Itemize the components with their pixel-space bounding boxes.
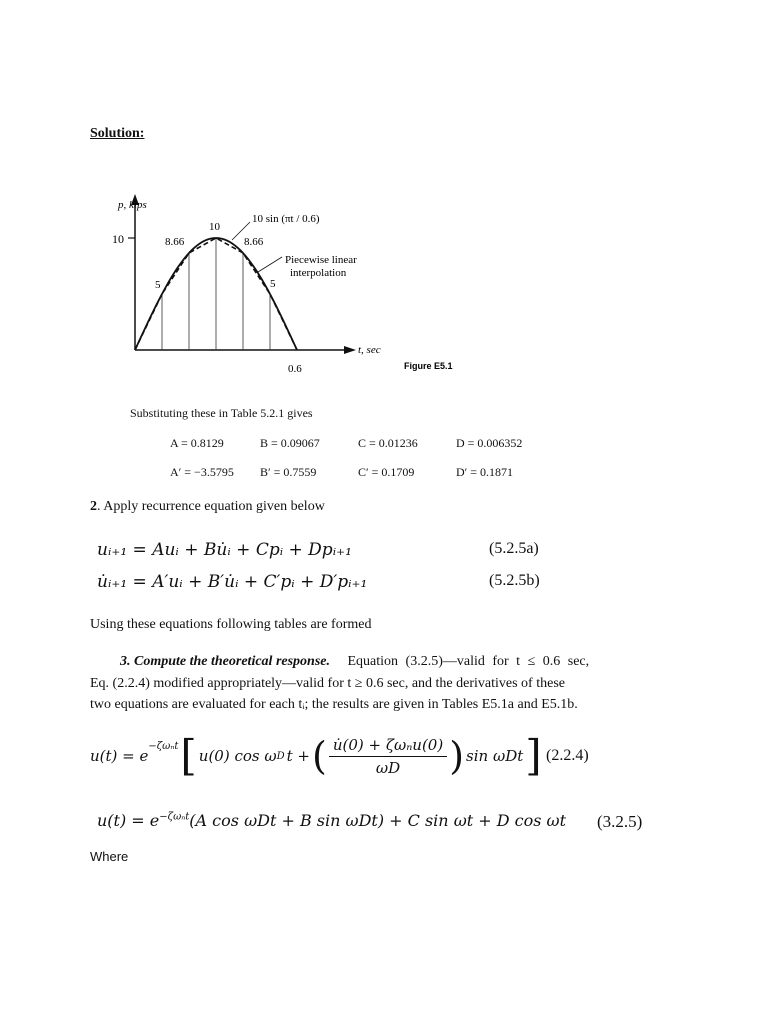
coef-C: C = 0.01236 (358, 436, 418, 450)
eq224-frac-num: u̇(0) + ζωₙu(0) (329, 736, 447, 757)
step3-line3: two equations are evaluated for each tᵢ; the results are given in Tables E5.1a and E5.1b. (90, 697, 578, 712)
interp-label-line1: Piecewise linear (285, 254, 357, 266)
step3-lead: 3. Compute the theoretical response. (120, 654, 330, 669)
eq224-tail: sin ωDt (466, 747, 524, 765)
interp-leader-line (258, 257, 282, 272)
coef-B: B = 0.09067 (260, 436, 320, 450)
point-label-3: 10 (209, 221, 220, 233)
recurrence-eq-b: u̇ᵢ₊₁ = A′uᵢ + B′u̇ᵢ + C′pᵢ + D′pᵢ₊₁ (97, 572, 368, 592)
step3-line1 (90, 654, 589, 670)
step3-line2: Eq. (2.2.4) modified appropriately—valid for t ≥ 0.6 sec, and the derivatives of these (90, 676, 565, 691)
where-label: Where (90, 849, 129, 864)
eq224-part1-sub: D (276, 750, 285, 762)
point-label-1: 5 (155, 279, 161, 291)
eq224-fraction (329, 736, 447, 777)
eq224-number: (2.2.4) (546, 747, 589, 764)
coef-B-prime: B′ = 0.7559 (260, 465, 317, 479)
x-tick-label: 0.6 (288, 363, 302, 375)
coef-A-prime: A′ = −3.5795 (170, 465, 234, 479)
recurrence-eq-a-number: (5.2.5a) (489, 540, 539, 557)
y-axis-label: p, kips (118, 199, 147, 211)
eq224-part1: u(0) cos ω (198, 747, 277, 765)
equation-3-2-5 (97, 811, 566, 830)
recurrence-eq-b-number: (5.2.5b) (489, 572, 540, 589)
tables-text: Using these equations following tables are formed (90, 617, 372, 632)
figure-caption: Figure E5.1 (404, 361, 453, 371)
function-label: 10 sin (πt / 0.6) (252, 213, 320, 225)
eq224-open-paren: ( (312, 734, 327, 778)
eq325-rest: (A cos ωDt + B sin ωDt) + C sin ωt + D cos ωt (189, 811, 567, 830)
equation-2-2-4 (90, 731, 542, 780)
coef-C-prime: C′ = 0.1709 (358, 465, 415, 479)
solution-heading: Solution: (90, 126, 145, 141)
eq224-close-paren: ) (449, 734, 465, 778)
point-label-2: 8.66 (165, 236, 185, 248)
step2-text (90, 499, 325, 515)
coef-A: A = 0.8129 (170, 436, 224, 450)
coef-D-prime: D′ = 0.1871 (456, 465, 514, 479)
eq224-exp: −ζωₙt (148, 741, 179, 752)
eq224-open-bracket: [ (180, 731, 197, 780)
interp-label-line2: interpolation (290, 267, 347, 279)
point-label-5: 5 (270, 278, 276, 290)
eq325-exp: −ζωₙt (159, 811, 190, 823)
eq224-close-bracket: ] (525, 731, 542, 780)
substituting-text: Substituting these in Table 5.2.1 gives (130, 406, 313, 420)
eq224-part1-t: t + (286, 747, 311, 765)
step2-number: 2 (90, 499, 97, 514)
y-tick-label: 10 (112, 232, 124, 246)
coef-D: D = 0.006352 (456, 436, 523, 450)
eq325-lhs: u(t) = e (97, 811, 160, 830)
recurrence-eq-a: uᵢ₊₁ = Auᵢ + Bu̇ᵢ + Cpᵢ + Dpᵢ₊₁ (97, 540, 352, 560)
step2-body: . Apply recurrence equation given below (97, 499, 325, 514)
point-label-4: 8.66 (244, 236, 264, 248)
eq325-number: (3.2.5) (597, 812, 643, 831)
eq224-frac-den: ωD (375, 758, 401, 777)
x-axis-label: t, sec (358, 344, 381, 356)
eq224-lhs: u(t) = e (90, 747, 149, 765)
x-axis-arrow (344, 346, 356, 354)
step3-line1-rest: Equation (3.2.5)—valid for t ≤ 0.6 sec, (347, 654, 590, 669)
